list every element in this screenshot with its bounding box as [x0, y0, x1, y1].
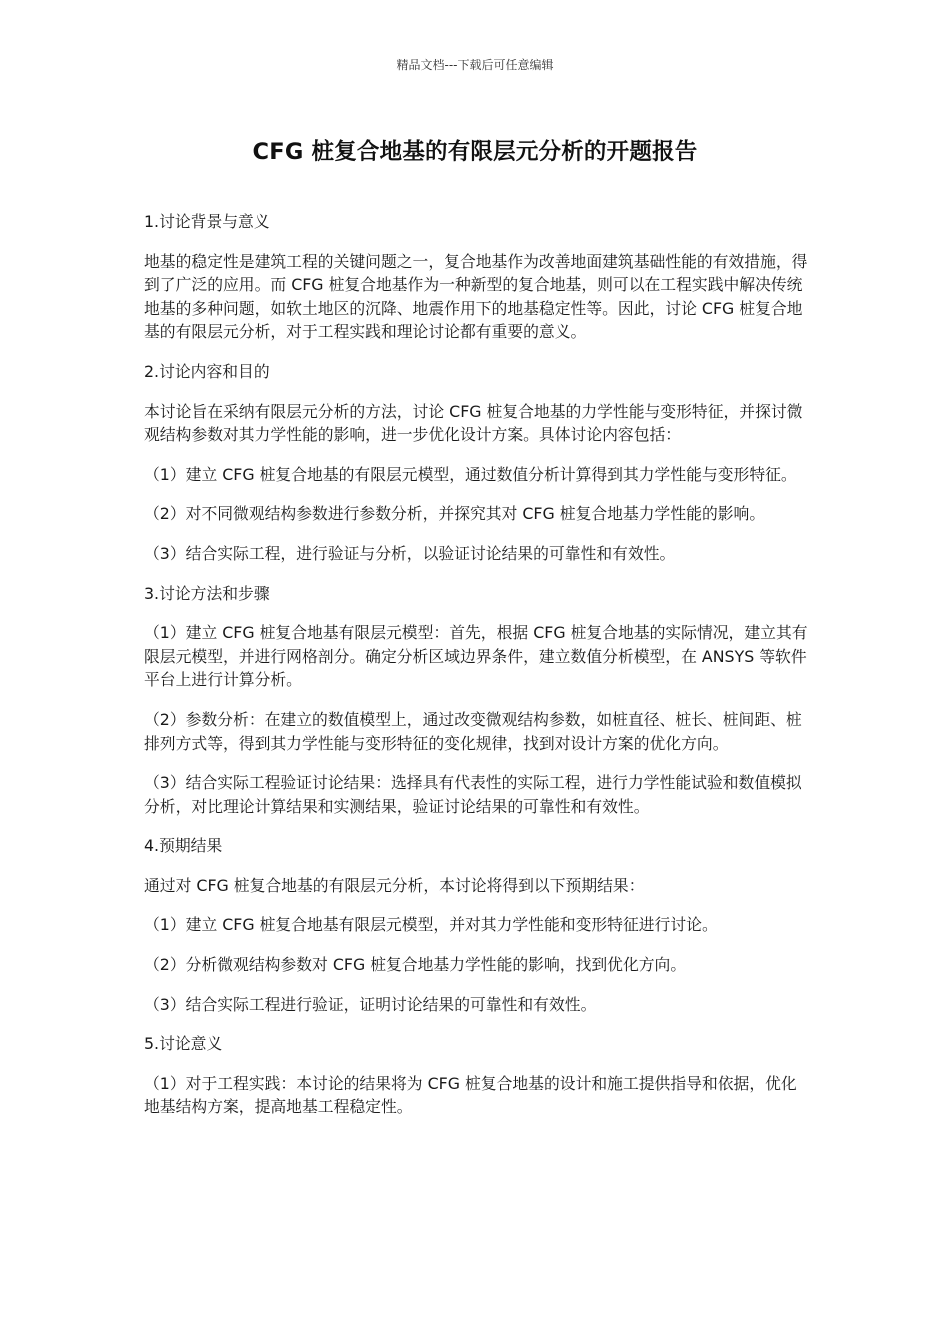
list-item: （1）建立 CFG 桩复合地基的有限层元模型，通过数值分析计算得到其力学性能与变形特征。 — [144, 464, 797, 484]
section-expected-results — [144, 834, 808, 1016]
list-item: （1）对于工程实践：本讨论的结果将为 CFG 桩复合地基的设计和施工提供指导和依据，优化地基结构方案，提高地基工程稳定性。 — [144, 1073, 797, 1117]
section-heading: 1.讨论背景与意义 — [144, 212, 270, 231]
list-item: （1）建立 CFG 桩复合地基有限层元模型，并对其力学性能和变形特征进行讨论。 — [144, 915, 718, 935]
section-heading: 4.预期结果 — [144, 836, 223, 856]
section-content-purpose — [144, 360, 808, 566]
section-heading: 5.讨论意义 — [144, 1034, 223, 1054]
list-item: （3）结合实际工程进行验证，证明讨论结果的可靠性和有效性。 — [144, 994, 597, 1014]
list-item: （1）建立 CFG 桩复合地基有限层元模型：首先，根据 CFG 桩复合地基的实际情况，建立其有限层元模型，并进行网格剖分。确定分析区域边界条件，建立数值分析模型，在 ANSYS 等软件平台上进行计算分析。 — [144, 623, 808, 690]
section-background — [144, 210, 808, 344]
section-heading: 3.讨论方法和步骤 — [144, 583, 270, 603]
paragraph: 通过对 CFG 桩复合地基的有限层元分析，本讨论将得到以下预期结果： — [144, 875, 645, 895]
paragraph: 本讨论旨在采纳有限层元分析的方法，讨论 CFG 桩复合地基的力学性能与变形特征，并探讨微观结构参数对其力学性能的影响，进一步优化设计方案。具体讨论内容包括： — [144, 401, 803, 445]
list-item: （2）参数分析：在建立的数值模型上，通过改变微观结构参数，如桩直径、桩长、桩间距、桩排列方式等，得到其力学性能与变形特征的变化规律，找到对设计方案的优化方向。 — [144, 709, 802, 753]
section-significance — [144, 1032, 808, 1119]
section-heading: 2.讨论内容和目的 — [144, 361, 270, 381]
list-item: （2）分析微观结构参数对 CFG 桩复合地基力学性能的影响，找到优化方向。 — [144, 955, 687, 975]
document-title: CFG 桩复合地基的有限层元分析的开题报告 — [252, 139, 698, 165]
document-body — [144, 210, 808, 1135]
list-item: （3）结合实际工程，进行验证与分析，以验证讨论结果的可靠性和有效性。 — [144, 543, 676, 563]
list-item: （3）结合实际工程验证讨论结果：选择具有代表性的实际工程，进行力学性能试验和数值模拟分析，对比理论计算结果和实测结果，验证讨论结果的可靠性和有效性。 — [144, 773, 802, 816]
list-item: （2）对不同微观结构参数进行参数分析，并探究其对 CFG 桩复合地基力学性能的影响。 — [144, 504, 766, 524]
header-note: 精品文档---下载后可任意编辑 — [396, 58, 554, 72]
section-methods — [144, 582, 808, 819]
paragraph: 地基的稳定性是建筑工程的关键问题之一，复合地基作为改善地面建筑基础性能的有效措施，得到了广泛的应用。而 CFG 桩复合地基作为一种新型的复合地基，则可以在工程实践中解决传统地基的多种问题，如软土地区的沉降、地震作用下的地基稳定性等。因此，讨论 CFG 桩复合地基的有限层元分析，对于工程实践和理论讨论都有重要的意义。 — [144, 251, 808, 342]
